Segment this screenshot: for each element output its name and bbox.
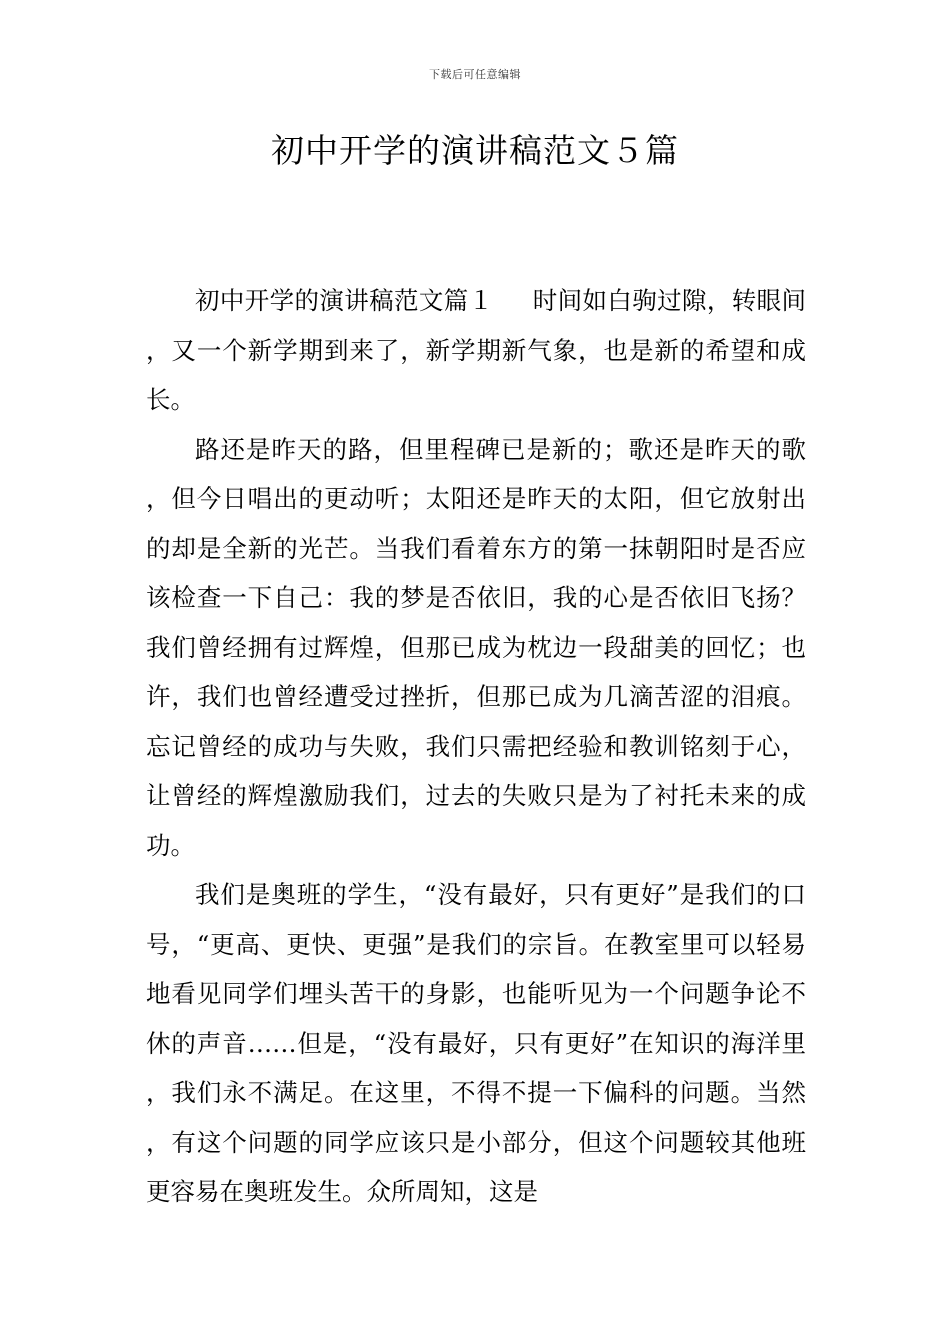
section-heading: 初中开学的演讲稿范文篇１ [195,286,494,315]
header-note: 下载后可任意编辑 [429,68,521,81]
document-body [146,276,806,1217]
paragraph-2: 路还是昨天的路，但里程碑已是新的；歌还是昨天的歌，但今日唱出的更动听；太阳还是昨天的太阳，但它放射出的却是全新的光芒。当我们看着东方的第一抹朝阳时是否应该检查一下自己：我的梦是否依旧，我的心是否依旧飞扬？我们曾经拥有过辉煌，但那已成为枕边一段甜美的回忆；也许，我们也曾经遭受过挫折，但那已成为几滴苦涩的泪痕。忘记曾经的成功与失败，我们只需把经验和教训铭刻于心，让曾经的辉煌激励我们，过去的失败只是为了衬托未来的成功。 [146,434,806,860]
paragraph-1 [146,276,806,425]
paragraph-3: 我们是奥班的学生，“没有最好，只有更好”是我们的口号，“更高、更快、更强”是我们的宗旨。在教室里可以轻易地看见同学们埋头苦干的身影，也能听见为一个问题争论不休的声音……但是，“没有最好，只有更好”在知识的海洋里，我们永不满足。在这里，不得不提一下偏科的问题。当然，有这个问题的同学应该只是小部分，但这个问题较其他班更容易在奥班发生。众所周知，这是 [146,880,806,1206]
document-title: 初中开学的演讲稿范文５篇 [271,131,679,170]
paragraph-1-text: 时间如白驹过隙，转眼间，又一个新学期到来了，新学期新气象，也是新的希望和成长。 [146,286,807,414]
